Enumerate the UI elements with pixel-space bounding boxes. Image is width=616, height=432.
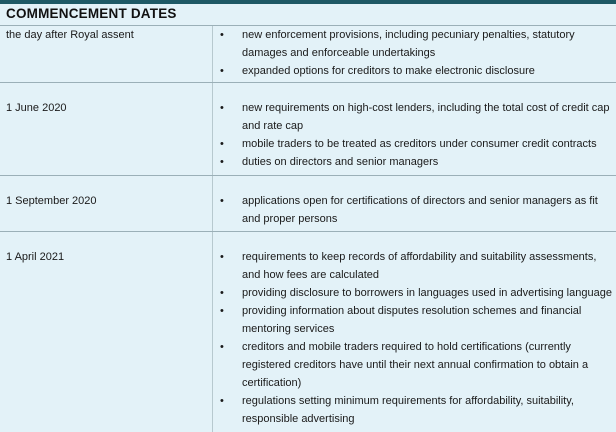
row-date: 1 June 2020 [6, 102, 67, 114]
list-item: • mobile traders to be treated as creditors under consumer credit contracts [220, 135, 614, 153]
list-item: • applications open for certifications of directors and senior managers as fit and proper persons [220, 192, 614, 228]
list-item: • regulations setting minimum requirements for affordability, suitability, responsible advertising [220, 392, 614, 428]
row-divider [0, 231, 616, 232]
list-item: • duties on directors and senior managers [220, 153, 614, 171]
row-items [220, 99, 614, 171]
list-item: • expanded options for creditors to make electronic disclosure [220, 62, 614, 80]
column-divider [212, 26, 213, 432]
row-items [220, 26, 614, 80]
list-item: • new enforcement provisions, including pecuniary penalties, statutory damages and enforceable undertakings [220, 26, 614, 62]
row-date: the day after Royal assent [6, 29, 134, 41]
list-item: • requirements to keep records of affordability and suitability assessments, and how fees are calculated [220, 248, 614, 284]
list-item: • creditors and mobile traders required to hold certifications (currently registered creditors have until their next annual confirmation to obtain a certification) [220, 338, 614, 392]
list-item: • new requirements on high-cost lenders, including the total cost of credit cap and rate cap [220, 99, 614, 135]
list-item: • providing information about disputes resolution schemes and financial mentoring services [220, 302, 614, 338]
top-accent-bar [0, 0, 616, 4]
row-date: 1 September 2020 [6, 195, 97, 207]
row-divider [0, 175, 616, 176]
row-items [220, 192, 614, 228]
row-items [220, 248, 614, 428]
list-item: • providing disclosure to borrowers in languages used in advertising language [220, 284, 614, 302]
row-divider [0, 82, 616, 83]
page-title: COMMENCEMENT DATES [6, 6, 177, 21]
row-date: 1 April 2021 [6, 251, 65, 263]
